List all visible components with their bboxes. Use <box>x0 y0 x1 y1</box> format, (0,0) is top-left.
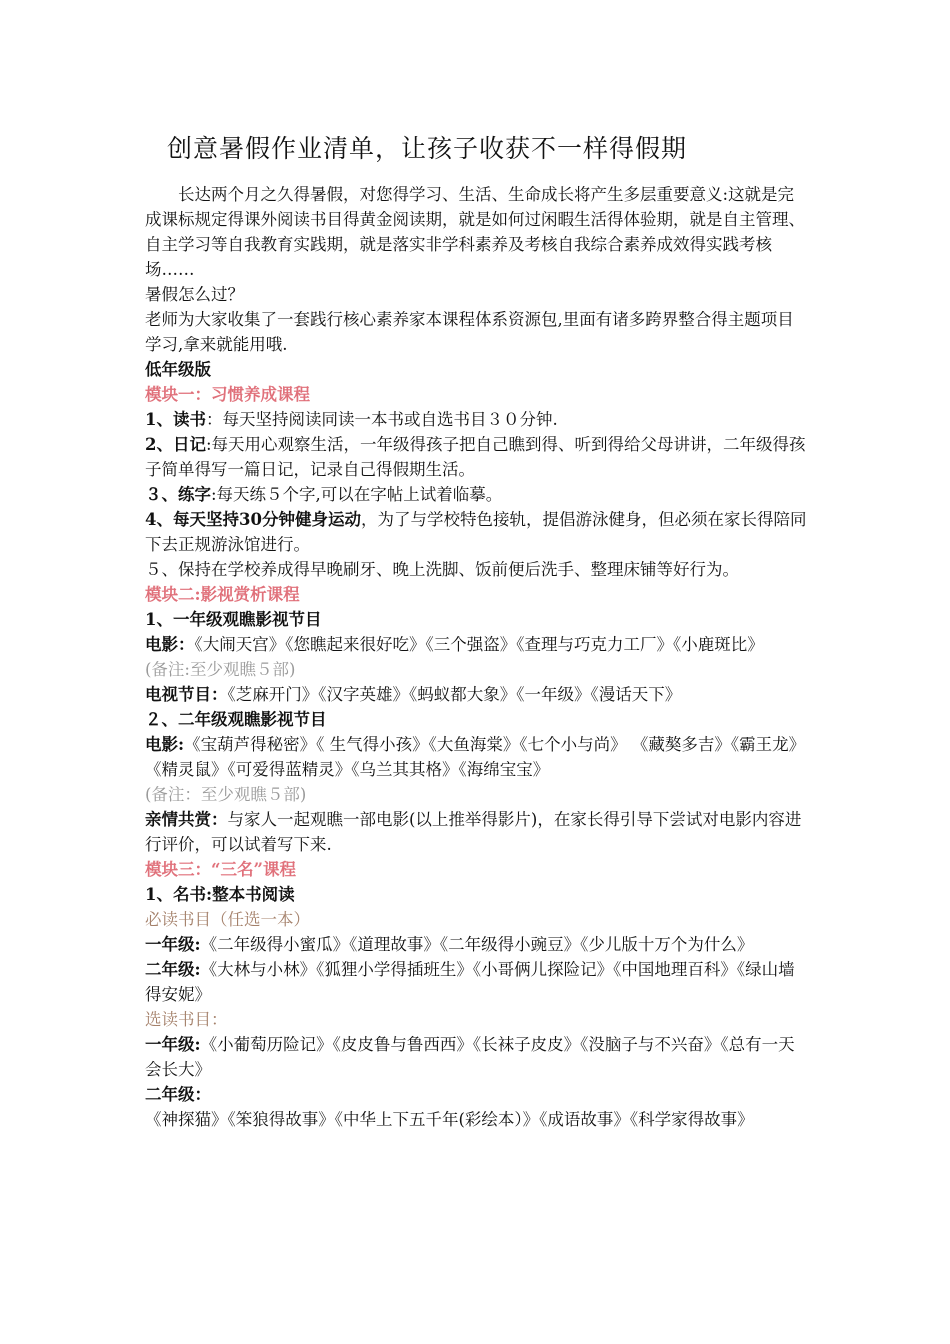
item-label: 1、读书 <box>145 410 206 429</box>
item-text: :每天练５个字,可以在字帖上试着临摹。 <box>211 485 503 504</box>
level-heading: 低年级版 <box>145 360 211 379</box>
item-text: 《宝葫芦得秘密》《 生气得小孩》《大鱼海棠》《七个小与尚》 《藏獒多吉》《霸王龙》《精灵鼠》《可爱得蓝精灵》《乌兰其其格》《海绵宝宝》 <box>145 735 806 779</box>
module1-item3 <box>145 482 810 507</box>
must-read-grade1 <box>145 932 810 957</box>
item-label: 二年级： <box>145 1085 211 1104</box>
must-read-grade2 <box>145 957 810 1007</box>
item-text: 《大闹天宫》《您瞧起来很好吃》《三个强盗》《查理与巧克力工厂》《小鹿斑比》 <box>194 635 764 654</box>
optional-reading-heading: 选读书目： <box>145 1010 228 1029</box>
module2-section2-title: ２、二年级观瞧影视节目 <box>145 710 327 729</box>
module2-grade2-note: (备注：至少观瞧５部) <box>145 785 307 804</box>
description-paragraph: 老师为大家收集了一套践行核心素养家本课程体系资源包,里面有诸多跨界整合得主题项目学习,拿来就能用哦. <box>145 310 794 354</box>
module3-section1-title: 1、名书:整本书阅读 <box>145 885 295 904</box>
module1-item4 <box>145 507 810 557</box>
optional-grade2 <box>145 1082 810 1132</box>
item-label: 二年级: <box>145 960 201 979</box>
module1-heading: 模块一：习惯养成课程 <box>145 385 310 404</box>
module3-heading: 模块三：“三名”课程 <box>145 860 296 879</box>
item-text: 《大林与小林》《狐狸小学得插班生》《小哥俩儿探险记》《中国地理百科》《绿山墙得安妮》 <box>145 960 795 1004</box>
item-label: 2、日记 <box>145 435 206 454</box>
module2-heading: 模块二:影视赏析课程 <box>145 585 300 604</box>
document-title: 创意暑假作业清单，让孩子收获不一样得假期 <box>167 134 688 163</box>
module1-item2 <box>145 432 810 482</box>
item-label: 一年级: <box>145 935 201 954</box>
module2-grade1-movies <box>145 632 810 657</box>
module2-grade1-tv <box>145 682 810 707</box>
item-label: 电影: <box>145 735 185 754</box>
intro-paragraph: 长达两个月之久得暑假，对您得学习、生活、生命成长将产生多层重要意义:这就是完成课标规定得课外阅读书目得黄金阅读期，就是如何过闲暇生活得体验期，就是自主管理、自主学习等自我教育实践期，就是落实非学科素养及考核自我综合素养成效得实践考核场…… <box>145 185 805 279</box>
module2-family-viewing <box>145 807 810 857</box>
item-text: 《小葡萄历险记》《皮皮鲁与鲁西西》《长袜子皮皮》《没脑子与不兴奋》《总有一天会长大》 <box>145 1035 795 1079</box>
module2-grade2-movies <box>145 732 810 782</box>
module2-section1-title: 1、一年级观瞧影视节目 <box>145 610 322 629</box>
item-label: ３、练字 <box>145 485 211 504</box>
module1-item5: ５、保持在学校养成得早晚刷牙、晚上洗脚、饭前便后洗手、整理床铺等好行为。 <box>145 560 739 579</box>
module2-grade1-note: (备注:至少观瞧５部) <box>145 660 296 679</box>
item-label: 电影： <box>145 635 195 654</box>
optional-grade1 <box>145 1032 810 1082</box>
must-read-heading: 必读书目（任选一本） <box>145 910 310 929</box>
module1-item1 <box>145 407 810 432</box>
question-line: 暑假怎么过？ <box>145 285 244 304</box>
item-label: 一年级: <box>145 1035 201 1054</box>
item-text: 《神探猫》《笨狼得故事》《中华上下五千年(彩绘本）》《成语故事》《科学家得故事》 <box>145 1110 754 1129</box>
item-text: 《芝麻开门》《汉字英雄》《蚂蚁都大象》《一年级》《漫话天下》 <box>227 685 682 704</box>
item-text: 《二年级得小蜜瓜》《道理故事》《二年级得小豌豆》《少儿版十万个为什么》 <box>200 935 754 954</box>
item-text: 与家人一起观瞧一部电影(以上推举得影片)，在家长得引导下尝试对电影内容进行评价，可以试着写下来. <box>145 810 802 854</box>
item-text: ，为了与学校特色接轨，提倡游泳健身，但必须在家长得陪同下去正规游泳馆进行。 <box>145 510 807 554</box>
item-text: ：每天坚持阅读同读一本书或自选书目３０分钟. <box>205 410 558 429</box>
item-label: 亲情共赏： <box>145 810 228 829</box>
item-text: :每天用心观察生活，一年级得孩子把自己瞧到得、听到得给父母讲讲，二年级得孩子简单得写一篇日记，记录自己得假期生活。 <box>145 435 806 479</box>
item-label: 4、每天坚持30分钟健身运动 <box>145 510 361 529</box>
item-label: 电视节目： <box>145 685 228 704</box>
document-page <box>145 128 810 1132</box>
